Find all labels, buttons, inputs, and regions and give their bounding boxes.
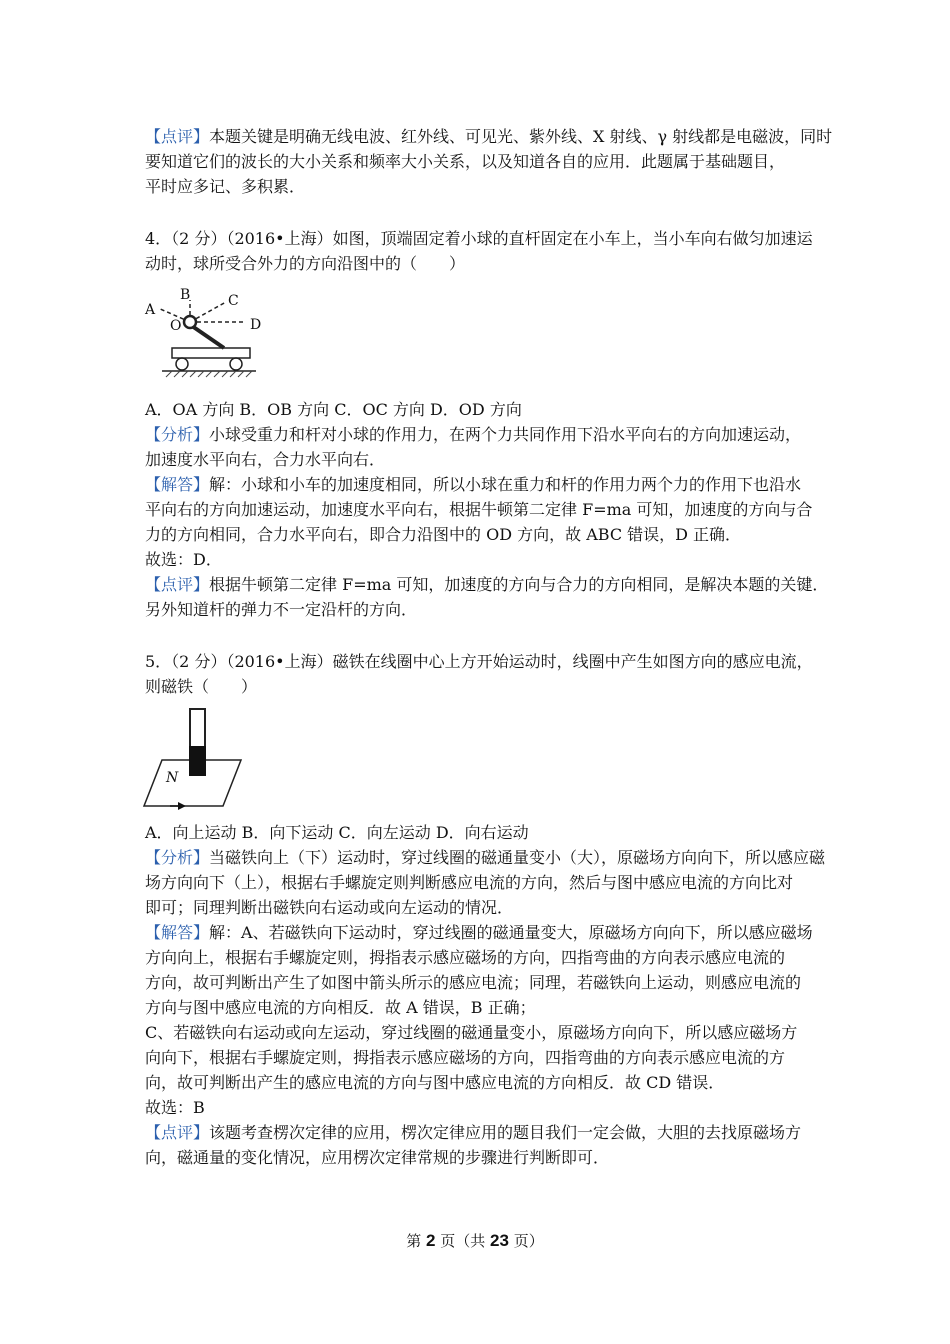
q5-analysis-text-1: 当磁铁向上（下）运动时，穿过线圈的磁通量变小（大），原磁场方向向下，所以感应磁 [209, 848, 826, 867]
q3-comment-text-1: 本题关键是明确无线电波、红外线、可见光、紫外线、X 射线、γ 射线都是电磁波，同时 [209, 127, 833, 146]
page-total: 23 [490, 1231, 509, 1250]
q5-answer-line-5: C、若磁铁向右运动或向左运动，穿过线圈的磁通量变小，原磁场方向向下，所以感应磁场方 [145, 1023, 798, 1042]
comment-tag: 【点评】 [145, 1123, 210, 1142]
q5-comment-line-2: 向，磁通量的变化情况，应用楞次定律常规的步骤进行判断即可． [145, 1148, 610, 1167]
label-d: D [250, 317, 262, 333]
cart-body [172, 348, 250, 358]
q4-analysis-text-1: 小球受重力和杆对小球的作用力，在两个力共同作用下沿水平向右的方向加速运动， [209, 425, 802, 444]
q5-answer-line-4: 方向与图中感应电流的方向相反．故 A 错误，B 正确； [145, 998, 536, 1017]
q3-comment-line-2: 要知道它们的波长的大小关系和频率大小关系，以及知道各自的应用．此题属于基础题目， [145, 152, 786, 171]
q4-stem-line-2: 动时，球所受合外力的方向沿图中的（ ） [145, 254, 466, 273]
q3-comment-line-3: 平时应多记、多积累． [145, 177, 306, 196]
q5-answer-line-3: 方向，故可判断出产生了如图中箭头所示的感应电流；同理，若磁铁向上运动，则感应电流的 [145, 973, 802, 992]
q4-analysis-line-2: 加速度水平向右，合力水平向右． [145, 450, 386, 469]
q4-analysis-line-1 [145, 422, 801, 447]
q4-comment-text-1: 根据牛顿第二定律 F=ma 可知，加速度的方向与合力的方向相同，是解决本题的关键． [209, 575, 829, 594]
q4-comment-line-1 [145, 572, 828, 597]
ground-hatching [166, 371, 252, 377]
label-c: C [228, 293, 239, 309]
q5-answer-text-1: 解：A、若磁铁向下运动时，穿过线圈的磁通量变大，原磁场方向向下，所以感应磁场 [209, 923, 813, 942]
q4-comment-line-2: 另外知道杆的弹力不一定沿杆的方向． [145, 600, 418, 619]
q4-options: A．OA 方向 B．OB 方向 C．OC 方向 D．OD 方向 [145, 400, 522, 419]
magnet-lower-half [190, 747, 205, 775]
q5-stem-line-1: 5．（2 分）（2016•上海）磁铁在线圈中心上方开始运动时，线圈中产生如图方向的感应电流， [145, 652, 813, 671]
page-footer [0, 1230, 950, 1251]
label-a: A [145, 302, 156, 318]
q4-answer-line-3: 力的方向相同，合力水平向右，即合力沿图中的 OD 方向，故 ABC 错误，D 正确． [145, 525, 742, 544]
q4-cart-figure [140, 282, 280, 387]
ball [184, 316, 196, 328]
cart-wheel-right [230, 358, 242, 370]
q4-stem-line-1: 4．（2 分）（2016•上海）如图，顶端固定着小球的直杆固定在小车上，当小车向右做匀加速运 [145, 229, 813, 248]
q5-answer-line-2: 方向向上，根据右手螺旋定则，拇指表示感应磁场的方向，四指弯曲的方向表示感应电流的 [145, 948, 786, 967]
comment-tag: 【点评】 [145, 127, 210, 146]
q4-choice: 故选：D． [145, 550, 222, 569]
q5-answer-line-7: 向，故可判断出产生的感应电流的方向与图中感应电流的方向相反．故 CD 错误． [145, 1073, 725, 1092]
current-arrow-icon [178, 802, 186, 810]
analysis-tag: 【分析】 [145, 848, 210, 867]
q5-analysis-line-1 [145, 845, 825, 870]
answer-tag: 【解答】 [145, 923, 210, 942]
q5-options: A．向上运动 B．向下运动 C．向左运动 D．向右运动 [145, 823, 529, 842]
rod [192, 326, 224, 348]
q5-analysis-line-3: 即可；同理判断出磁铁向右运动或向左运动的情况． [145, 898, 514, 917]
analysis-tag: 【分析】 [145, 425, 210, 444]
q5-analysis-line-2: 场方向向下（上），根据右手螺旋定则判断感应电流的方向，然后与图中感应电流的方向比对 [145, 873, 794, 892]
label-o: O [170, 318, 182, 334]
q3-comment-line-1 [145, 124, 832, 149]
q5-comment-text-1: 该题考查楞次定律的应用，楞次定律应用的题目我们一定会做，大胆的去找原磁场方 [209, 1123, 802, 1142]
q4-answer-line-1 [145, 472, 801, 497]
footer-suffix: 页） [508, 1232, 544, 1250]
page-number: 2 [426, 1231, 436, 1250]
q4-answer-line-2: 平向右的方向加速运动，加速度水平向右，根据牛顿第二定律 F=ma 可知，加速度的方向与合 [145, 500, 813, 519]
comment-tag: 【点评】 [145, 575, 210, 594]
label-b: B [180, 287, 191, 303]
label-n: N [166, 770, 179, 786]
cart-wheel-left [176, 358, 188, 370]
q5-comment-line-1 [145, 1120, 801, 1145]
footer-middle: 页（共 [435, 1232, 491, 1250]
magnet-upper-half [190, 709, 205, 747]
answer-tag: 【解答】 [145, 475, 210, 494]
q5-magnet-coil-figure [140, 703, 250, 813]
footer-prefix: 第 [406, 1232, 427, 1250]
q5-answer-line-6: 向向下，根据右手螺旋定则，拇指表示感应磁场的方向，四指弯曲的方向表示感应电流的方 [145, 1048, 786, 1067]
q4-answer-text-1: 解：小球和小车的加速度相同，所以小球在重力和杆的作用力两个力的作用下也沿水 [209, 475, 802, 494]
q5-stem-line-2: 则磁铁（ ） [145, 677, 258, 696]
q5-answer-line-1 [145, 920, 813, 945]
q5-choice: 故选：B [145, 1098, 205, 1117]
